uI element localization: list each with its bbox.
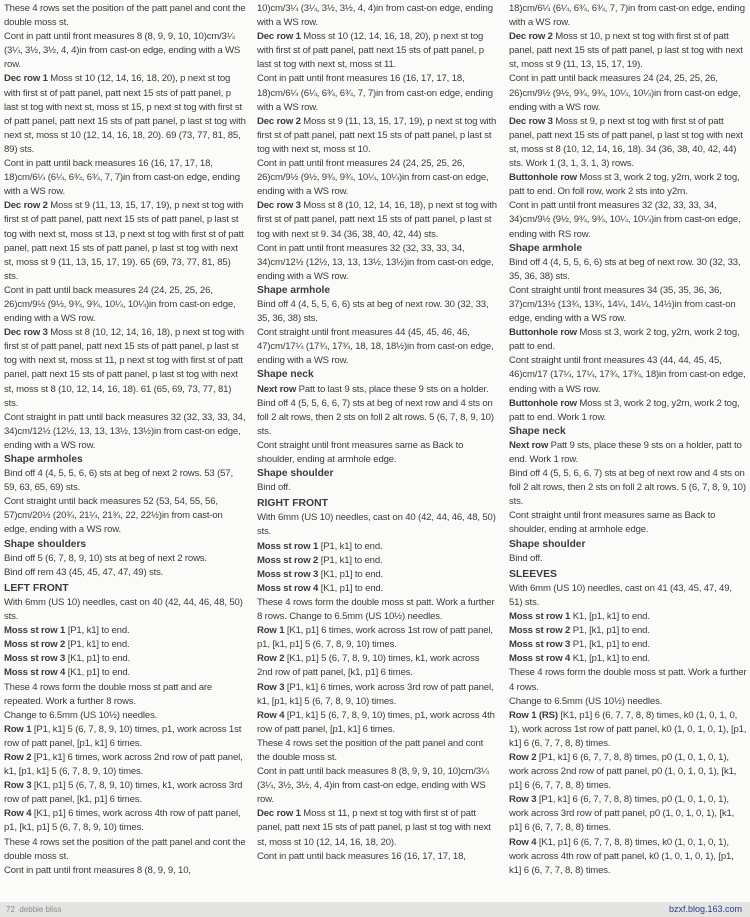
- instruction-row: [257, 681, 497, 709]
- row-label: Row 3: [4, 780, 32, 792]
- paragraph: Cont in patt until front measures 8 (8, 9, 9, 10,: [4, 864, 191, 876]
- instruction-row: [509, 793, 747, 835]
- instruction-row: [257, 568, 497, 582]
- row-text: [P1, k1] 5 (6, 7, 8, 9, 10) times, p1, work across 4th row of patt panel, [p1, k1] 6 times.: [257, 709, 495, 735]
- row-text: Moss st 10 (12, 14, 16, 18, 20), p next st tog with first st of patt panel, patt next 15 sts of patt panel, p last st tog with next st, moss st 15, p next st tog with first st of patt panel, patt next 15 sts of patt panel, p last st tog with next st, moss st 10 (12, 14, 16, 18, 20). 69 (73, 77, 81, 85, 89) sts.: [4, 73, 246, 155]
- instruction-row: [509, 326, 747, 354]
- brand-name: debbie bliss: [19, 905, 62, 914]
- paragraph: Cont straight in patt until back measures 32 (32, 33, 33, 34, 34)cm/12½ (12½, 13, 13, 13½, 13½)in from cast-on edge, ending with a WS row.: [4, 411, 246, 451]
- instruction-row: [257, 383, 497, 439]
- row-text: Moss st 9 (11, 13, 15, 17, 19), p next st tog with first st of patt panel, patt next 15 sts of patt panel, p last st tog with next st, moss st 13, p next st tog with first st of patt panel, patt next 15 sts of patt panel, p last st tog with next st, moss st 9 (11, 13, 15, 17, 19). 65 (69, 73, 77, 81, 85) sts.: [4, 200, 244, 282]
- row-text: Moss st 9 (11, 13, 15, 17, 19), p next st tog with first st of patt panel, patt next 15 sts of patt panel, p last st tog with next st, moss st 10.: [257, 115, 497, 155]
- row-text: Moss st 3, work 2 tog, y2rn, work 2 tog, patt to end.: [509, 327, 740, 353]
- instruction-row: [509, 751, 747, 793]
- page-footer: [0, 902, 750, 917]
- row-text: Moss st 10, p next st tog with first st of patt panel, patt next 15 sts of patt panel, p last st tog with next st, moss st 9 (11, 13, 15, 17, 19).: [509, 31, 743, 71]
- instruction-row: [257, 30, 497, 72]
- instruction-row: [509, 439, 747, 467]
- paragraph: Cont in patt until back measures 8 (8, 9, 9, 10, 10)cm/3¼ (3¼, 3½, 3½, 4, 4)in from cast-on edge, ending with WS row.: [257, 766, 489, 806]
- row-label: Dec row 2: [509, 31, 553, 43]
- paragraph: Bind off.: [257, 482, 291, 494]
- paragraph: 18)cm/6¼ (6¼, 6¾, 6¾, 7, 7)in from cast-on edge, ending with a WS row.: [509, 3, 745, 29]
- paragraph: Cont straight until front measures 43 (44, 44, 45, 45, 46)cm/17 (17¼, 17¼, 17¾, 17¾, 18)in from cast-on edge, ending with a WS row.: [509, 355, 746, 395]
- instruction-row: [257, 115, 497, 157]
- row-label: Row 4: [4, 808, 32, 820]
- section-heading: Shape neck: [509, 425, 566, 437]
- paragraph: These 4 rows set the position of the patt panel and cont the double moss st.: [257, 737, 484, 763]
- instruction-row: [257, 199, 497, 241]
- row-text: Patt 9 sts, place these 9 sts on a holder, patt to end. Work 1 row.: [509, 439, 742, 465]
- row-label: Buttonhole row: [509, 327, 577, 339]
- row-text: [P1, k1] to end.: [318, 540, 383, 552]
- row-label: Moss st row 1: [257, 540, 319, 552]
- instruction-row: [509, 709, 747, 751]
- paragraph: Bind off 4 (5, 5, 6, 6, 7) sts at beg of next row and 4 sts on foll 2 alt rows, then 2 sts on foll 2 alt rows. 5 (6, 7, 8, 9, 10) sts.: [509, 468, 746, 508]
- row-text: [P1, k1] 6 (6, 7, 7, 8, 8) times, p0 (1, 0, 1, 0, 1), work across 2nd row of patt panel, p0 (1, 0, 1, 0, 1), [k1, p1] 6 (6, 7, 7, 8, 8) times.: [509, 751, 737, 792]
- pattern-section-title: LEFT FRONT: [4, 582, 69, 594]
- row-label: Dec row 2: [4, 200, 48, 212]
- instruction-row: [257, 554, 497, 568]
- paragraph: Change to 6.5mm (US 10½) needles.: [4, 709, 158, 721]
- paragraph: These 4 rows form the double moss st patt. Work a further 8 rows. Change to 6.5mm (US 10½) needles.: [257, 596, 495, 623]
- text-column-1: [4, 2, 246, 878]
- row-label: Moss st row 4: [509, 653, 571, 665]
- row-text: [P1, k1] to end.: [65, 625, 130, 637]
- row-text: [K1, p1] to end.: [318, 582, 384, 594]
- section-heading: Shape armholes: [4, 454, 83, 465]
- paragraph: Cont in patt until back measures 16 (16, 17, 17, 18,: [257, 850, 466, 862]
- instruction-row: [257, 582, 497, 596]
- row-text: [K1, p1] 5 (6, 7, 8, 9, 10) times, k1, work across 3rd row of patt panel, [k1, p1] 6 times.: [4, 780, 243, 806]
- row-label: Dec row 2: [257, 115, 301, 127]
- row-label: Next row: [257, 383, 297, 395]
- section-heading: Shape shoulders: [4, 538, 87, 550]
- row-label: Dec row 3: [4, 327, 48, 339]
- paragraph: Bind off rem 43 (45, 45, 47, 47, 49) sts.: [4, 566, 164, 578]
- paragraph: Cont straight until front measures 34 (35, 35, 36, 36, 37)cm/13½ (13¾, 13¾, 14¼, 14¼, 14½)in from cast-on edge, ending with a WS row.: [509, 284, 736, 325]
- instruction-row: [509, 397, 747, 425]
- paragraph: Bind off 5 (6, 7, 8, 9, 10) sts at beg of next 2 rows.: [4, 552, 207, 564]
- instruction-row: [257, 709, 497, 737]
- paragraph: With 6mm (US 10) needles, cast on 41 (43, 45, 47, 49, 51) sts.: [509, 582, 732, 608]
- row-text: [K1, p1] 6 times, work across 1st row of patt panel, p1, [k1, p1] 5 (6, 7, 8, 9, 10) times.: [257, 625, 493, 651]
- row-label: Moss st row 4: [257, 582, 319, 594]
- instruction-row: [509, 115, 747, 171]
- paragraph: These 4 rows set the position of the patt panel and cont the double moss st.: [4, 3, 246, 29]
- row-label: Row 1: [4, 723, 32, 735]
- instruction-row: [4, 652, 246, 666]
- instruction-row: [4, 638, 246, 652]
- row-text: K1, [p1, k1] to end.: [570, 611, 650, 623]
- instruction-row: [509, 638, 747, 652]
- row-label: Row 4: [509, 836, 537, 848]
- paragraph: With 6mm (US 10) needles, cast on 40 (42, 44, 46, 48, 50) sts.: [257, 512, 496, 538]
- row-label: Row 2: [257, 653, 285, 665]
- paragraph: These 4 rows form the double moss st patt. Work a further 4 rows.: [509, 667, 747, 693]
- row-text: [K1, p1] to end.: [65, 653, 131, 665]
- instruction-row: [4, 751, 246, 779]
- row-label: Moss st row 4: [4, 667, 66, 679]
- paragraph: Cont in patt until back measures 16 (16, 17, 17, 18, 18)cm/6¼ (6¼, 6¾, 6¾, 7, 7)in from cast-on edge, ending with a WS row.: [4, 158, 240, 198]
- paragraph: Cont in patt until front measures 16 (16, 17, 17, 18, 18)cm/6¼ (6¼, 6¾, 6¾, 7, 7)in from cast-on edge, ending with a WS row.: [257, 73, 493, 113]
- row-label: Moss st row 3: [257, 568, 319, 580]
- section-heading: Shape armhole: [509, 242, 583, 254]
- row-text: [K1, p1] 6 (6, 7, 7, 8, 8) times, k0 (1, 0, 1, 0, 1), work across 1st row of patt panel, k0 (1, 0, 1, 0, 1), [p1, k1] 6 (6, 7, 7, 8, 8) times.: [509, 709, 747, 749]
- paragraph: Bind off 4 (4, 5, 5, 6, 6) sts at beg of next row. 30 (32, 33, 35, 36, 38) sts.: [509, 256, 741, 282]
- paragraph: Bind off.: [509, 552, 543, 564]
- paragraph: Cont in patt until back measures 24 (24, 25, 25, 26, 26)cm/9½ (9½, 9¾, 9¾, 10¼, 10¼)in from cast-on edge, ending with a WS row.: [4, 284, 236, 325]
- row-text: Moss st 3, work 2 tog, y2rn, work 2 tog, patt to end. Work 1 row.: [509, 397, 740, 423]
- row-text: Moss st 8 (10, 12, 14, 16, 18), p next st tog with first st of patt panel, patt next 15 sts of patt panel, p last st tog with next st 9. 34 (36, 38, 40, 42, 44) sts.: [257, 200, 497, 240]
- row-label: Moss st row 2: [4, 639, 66, 651]
- row-text: [K1, p1] 6 times, work across 4th row of patt panel, p1, [k1, p1] 5 (6, 7, 8, 9, 10) times.: [4, 808, 241, 834]
- row-label: Row 2: [4, 751, 32, 763]
- row-text: [P1, k1] 5 (6, 7, 8, 9, 10) times, p1, work across 1st row of patt panel, [p1, k1] 6 times.: [4, 723, 242, 749]
- paragraph: Cont in patt until front measures 24 (24, 25, 25, 26, 26)cm/9½ (9½, 9¾, 9¾, 10¼, 10¼)in from cast-on edge, ending with a WS row.: [257, 158, 489, 198]
- instruction-row: [4, 199, 246, 284]
- paragraph: Cont in patt until back measures 24 (24, 25, 25, 26, 26)cm/9½ (9½, 9¾, 9¾, 10¼, 10¼)in from cast-on edge, ending with a WS row.: [509, 73, 741, 113]
- row-text: K1, [p1, k1] to end.: [570, 653, 650, 665]
- instruction-row: [509, 610, 747, 624]
- instruction-row: [257, 652, 497, 680]
- row-text: Patt to last 9 sts, place these 9 sts on a holder. Bind off 4 (5, 5, 6, 6, 7) sts at beg of next row and 4 sts on foll 2 alt rows, then 2 sts on foll 2 alt rows. 5 (6, 7, 8, 9, 10) sts.: [257, 383, 494, 437]
- row-label: Row 1: [257, 625, 285, 637]
- row-label: Moss st row 2: [509, 625, 571, 637]
- row-label: Buttonhole row: [509, 172, 577, 184]
- row-label: Dec row 3: [257, 200, 301, 212]
- paragraph: 10)cm/3¼ (3¼, 3½, 3½, 4, 4)in from cast-on edge, ending with a WS row.: [257, 3, 493, 29]
- row-label: Moss st row 1: [509, 611, 571, 623]
- row-text: Moss st 10 (12, 14, 16, 18, 20), p next st tog with first st of patt panel, patt next 15 sts of patt panel, p last st tog with next st, moss st 11.: [257, 31, 484, 71]
- paragraph: These 4 rows form the double moss st patt and are repeated. Work a further 8 rows.: [4, 681, 213, 707]
- row-label: Next row: [509, 439, 549, 451]
- row-label: Row 1 (RS): [509, 709, 558, 721]
- row-label: Row 2: [509, 751, 537, 763]
- instruction-row: [4, 326, 246, 411]
- instruction-row: [509, 624, 747, 638]
- pattern-section-title: RIGHT FRONT: [257, 498, 328, 510]
- paragraph: Cont in patt until front measures 32 (32, 33, 33, 34, 34)cm/12½ (12½, 13, 13, 13½, 13½)in from cast-on edge, ending with a WS row.: [257, 242, 494, 282]
- instruction-row: [4, 807, 246, 835]
- row-text: [P1, k1] 6 times, work across 3rd row of patt panel, k1, [p1, k1] 5 (6, 7, 8, 9, 10) times.: [257, 681, 494, 707]
- section-heading: Shape armhole: [257, 284, 331, 296]
- paragraph: Cont in patt until front measures 8 (8, 9, 9, 10, 10)cm/3¼ (3¼, 3½, 3½, 4, 4)in from cast-on edge, ending with a WS row.: [4, 31, 241, 71]
- pattern-section-title: SLEEVES: [509, 568, 557, 580]
- instruction-row: [257, 540, 497, 554]
- row-text: [K1, p1] to end.: [65, 667, 131, 679]
- row-label: Moss st row 3: [509, 639, 571, 651]
- row-label: Moss st row 1: [4, 625, 66, 637]
- paragraph: With 6mm (US 10) needles, cast on 40 (42, 44, 46, 48, 50) sts.: [4, 596, 243, 623]
- text-column-3: [509, 2, 747, 878]
- section-heading: Shape neck: [257, 369, 314, 381]
- section-heading: Shape shoulder: [257, 468, 334, 480]
- paragraph: Cont straight until front measures same as Back to shoulder, ending at armhole edge.: [257, 439, 464, 465]
- row-label: Moss st row 2: [257, 554, 319, 566]
- row-label: Moss st row 3: [4, 653, 66, 665]
- row-text: [P1, k1] to end.: [318, 554, 383, 566]
- row-text: Moss st 3, work 2 tog, y2rn, work 2 tog, patt to end. On foll row, work 2 sts into y2rn.: [509, 172, 740, 198]
- row-label: Dec row 1: [257, 31, 301, 43]
- row-label: Dec row 1: [4, 73, 48, 85]
- paragraph: Cont straight until front measures same as Back to shoulder, ending at armhole edge.: [509, 510, 716, 536]
- instruction-row: [4, 666, 246, 680]
- row-text: [P1, k1] to end.: [65, 639, 130, 651]
- row-text: Moss st 9, p next st tog with first st of patt panel, patt next 15 sts of patt panel, p last st tog with next st, moss st 8 (10, 12, 14, 16, 18). 34 (36, 38, 40, 42, 44) sts. Work 1 (3, 1, 3, 1, 3) rows.: [509, 115, 743, 170]
- instruction-row: [4, 72, 246, 157]
- instruction-row: [509, 836, 747, 878]
- instruction-row: [257, 624, 497, 652]
- instruction-row: [4, 779, 246, 807]
- row-text: [K1, p1] to end.: [318, 568, 384, 580]
- paragraph: Bind off 4 (4, 5, 5, 6, 6) sts at beg of next row. 30 (32, 33, 35, 36, 38) sts.: [257, 298, 489, 325]
- section-heading: Shape shoulder: [509, 538, 586, 550]
- instruction-row: [509, 171, 747, 199]
- row-label: Buttonhole row: [509, 397, 577, 409]
- row-label: Dec row 1: [257, 808, 301, 820]
- paragraph: Cont straight until front measures 44 (45, 45, 46, 46, 47)cm/17¼ (17¾, 17¾, 18, 18, 18½)in from cast-on edge, ending with a WS row.: [257, 327, 494, 367]
- row-text: Moss st 11, p next st tog with first st of patt panel, patt next 15 sts of patt panel, p last st tog with next st, moss st 10 (12, 14, 16, 18, 20).: [257, 808, 491, 848]
- row-text: [P1, k1] 6 times, work across 2nd row of patt panel, k1, [p1, k1] 5 (6, 7, 8, 9, 10) times.: [4, 751, 243, 778]
- instruction-row: [257, 807, 497, 849]
- row-label: Dec row 3: [509, 115, 553, 127]
- paragraph: These 4 rows set the position of the patt panel and cont the double moss st.: [4, 836, 246, 862]
- row-text: [K1, p1] 5 (6, 7, 8, 9, 10) times, k1, work across 2nd row of patt panel, [k1, p1] 6 times.: [257, 653, 480, 679]
- instruction-row: [509, 30, 747, 72]
- paragraph: Cont straight until back measures 52 (53, 54, 55, 56, 57)cm/20½ (20¾, 21¼, 21¾, 22, 22½)in from cast-on edge, ending with a WS row.: [4, 496, 223, 536]
- paragraph: Change to 6.5mm (US 10½) needles.: [509, 695, 663, 707]
- row-text: P1, [k1, p1] to end.: [570, 625, 650, 637]
- paragraph: Cont in patt until front measures 32 (32, 33, 33, 34, 34)cm/9½ (9½, 9¾, 9¾, 10¼, 10¼)in from cast-on edge, ending with RS row.: [509, 200, 741, 240]
- row-text: Moss st 8 (10, 12, 14, 16, 18), p next st tog with first st of patt panel, patt next 15 sts of patt panel, p last st tog with next st, moss st 11, p next st tog with first st of patt panel, patt next 15 sts of patt panel, p last st tog with next st, moss st 8 (10, 12, 14, 16, 18). 61 (65, 69, 73, 77, 81) sts.: [4, 327, 244, 409]
- row-text: [K1, p1] 6 (6, 7, 7, 8, 8) times, k0 (1, 0, 1, 0, 1), work across 4th row of patt panel, k0 (1, 0, 1, 0, 1), [p1, k1] 6 (6, 7, 7, 8, 8) times.: [509, 836, 734, 876]
- watermark: bzxf.blog.163.com: [668, 904, 742, 914]
- row-text: P1, [k1, p1] to end.: [570, 639, 650, 651]
- row-label: Row 4: [257, 709, 285, 721]
- instruction-row: [4, 624, 246, 638]
- instruction-row: [509, 652, 747, 666]
- row-text: [P1, k1] 6 (6, 7, 7, 8, 8) times, p0 (1, 0, 1, 0, 1), work across 3rd row of patt panel, p0 (1, 0, 1, 0, 1), [k1, p1] 6 (6, 7, 7, 8, 8) times.: [509, 794, 735, 834]
- row-label: Row 3: [257, 681, 285, 693]
- row-label: Row 3: [509, 794, 537, 806]
- page-number: 72 debbie bliss: [6, 905, 62, 914]
- text-column-2: [257, 2, 497, 864]
- paragraph: Bind off 4 (4, 5, 5, 6, 6) sts at beg of next 2 rows. 53 (57, 59, 63, 65, 69) sts.: [4, 468, 233, 494]
- instruction-row: [4, 723, 246, 751]
